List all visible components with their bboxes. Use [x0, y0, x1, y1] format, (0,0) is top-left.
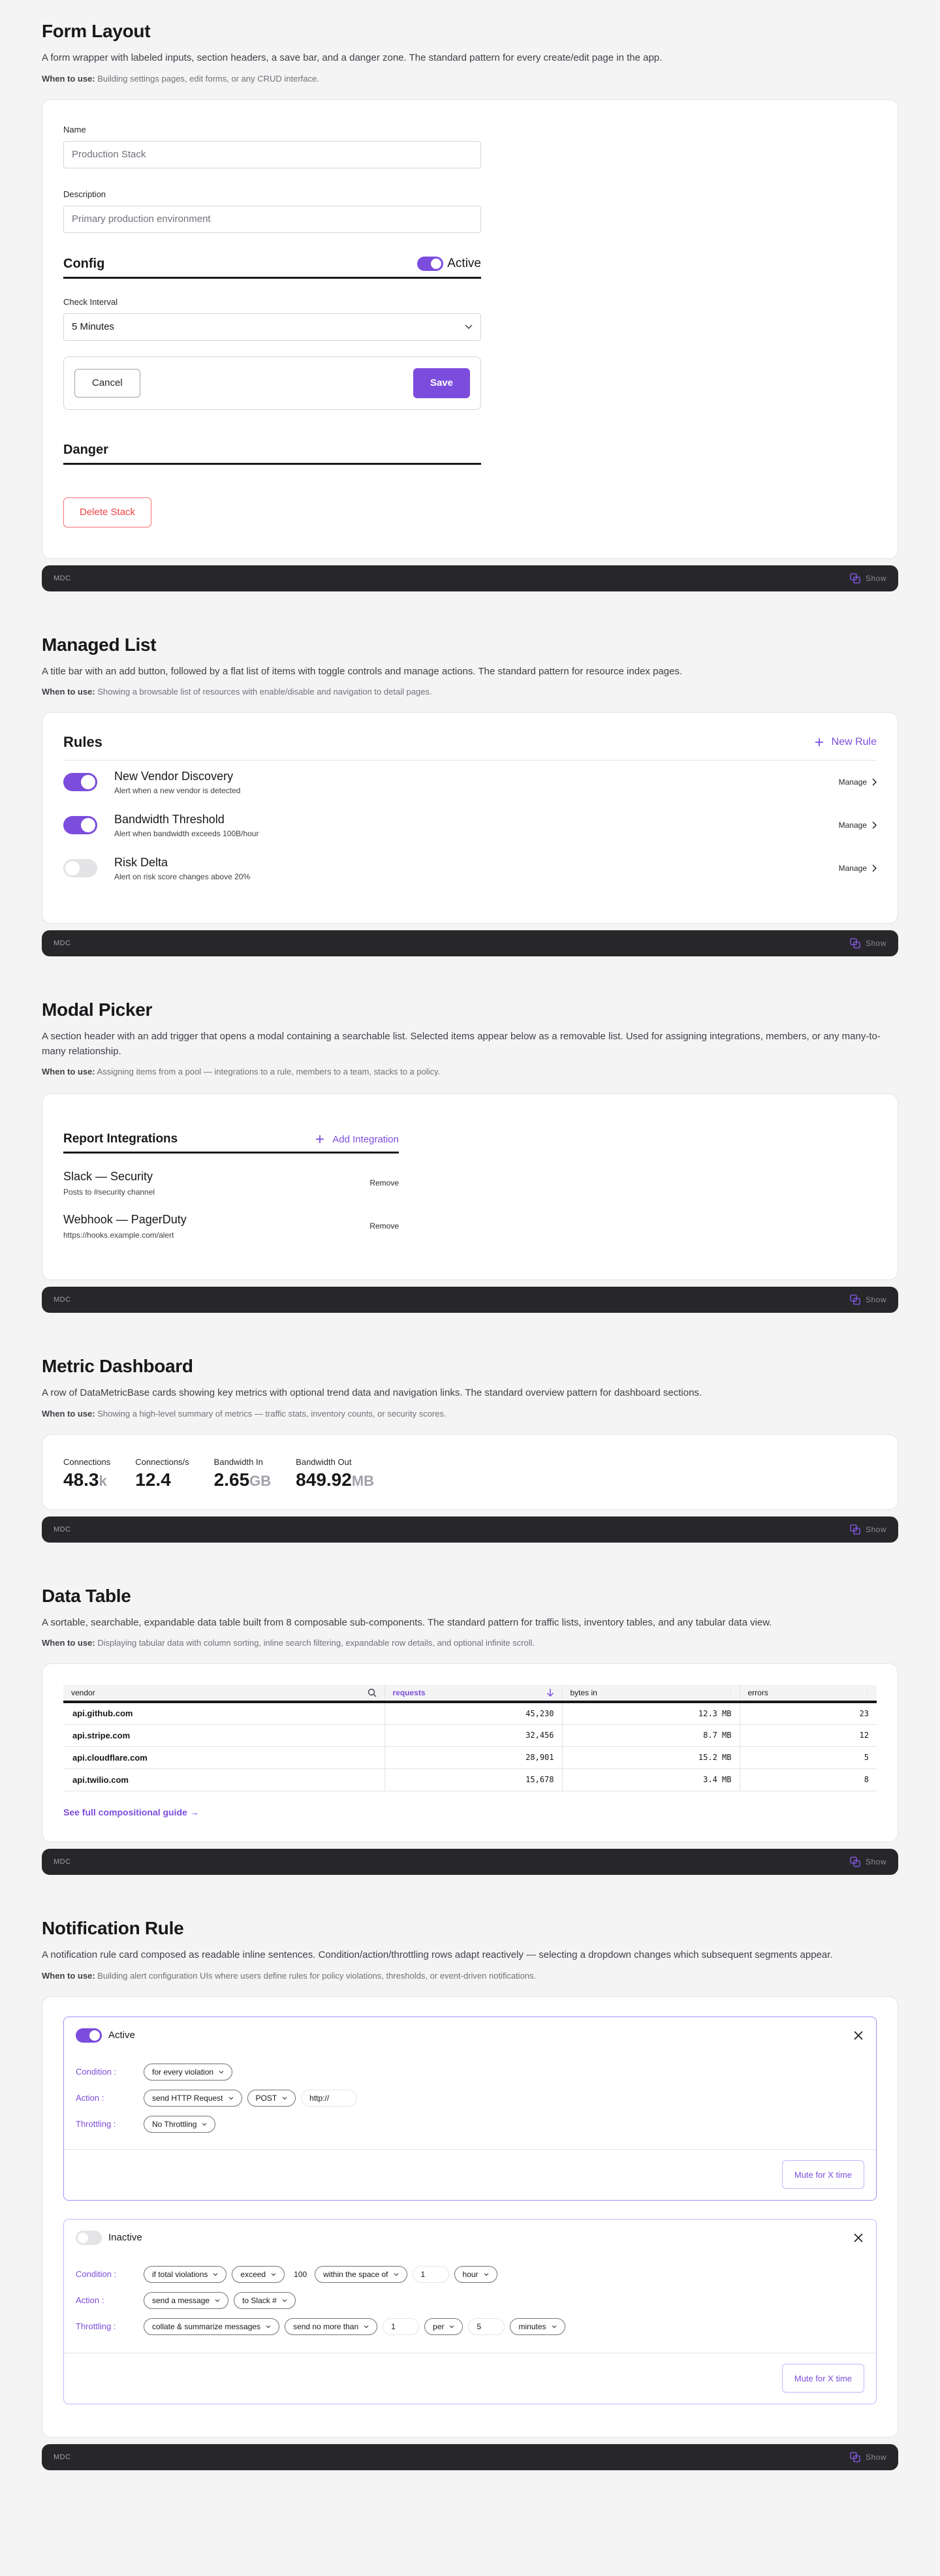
table-cell: api.stripe.com	[63, 1724, 384, 1746]
manage-link[interactable]: Manage	[839, 864, 877, 873]
column-header-requests[interactable]: requests	[384, 1685, 562, 1702]
table-row[interactable]	[63, 1746, 877, 1768]
metric-unit: k	[99, 1472, 107, 1489]
section-title: Data Table	[42, 1585, 131, 1606]
metric-row	[63, 1457, 877, 1490]
integrations-header	[63, 1132, 399, 1154]
save-bar	[63, 356, 481, 410]
metric-dashboard-section	[42, 1313, 898, 1419]
section-title: Form Layout	[42, 21, 151, 41]
copy-icon	[850, 2452, 860, 2462]
delete-stack-button[interactable]: Delete Stack	[63, 497, 151, 527]
close-icon[interactable]	[853, 2030, 864, 2041]
rule-name: New Vendor Discovery	[114, 769, 234, 783]
chevron-down-icon	[266, 2324, 271, 2329]
mute-button[interactable]: Mute for X time	[782, 2364, 864, 2393]
chevron-right-icon	[872, 864, 877, 872]
rule-enabled-toggle[interactable]	[76, 2028, 102, 2043]
chevron-down-icon	[282, 2096, 287, 2101]
list-item	[63, 761, 877, 804]
show-code-button[interactable]: Show	[850, 1857, 886, 1867]
section-description: A sortable, searchable, expandable data table built from 8 composable sub-components. The standard pattern for traffic lists, inventory tables, and any tabular data view.	[42, 1616, 772, 1628]
table-cell: 15,678	[384, 1768, 562, 1791]
metric-label: Bandwidth In	[213, 1456, 263, 1467]
metric-item	[63, 1457, 110, 1490]
section-title: Notification Rule	[42, 1918, 184, 1938]
table-cell: 12	[740, 1724, 877, 1746]
action-row: Action : send HTTP Request POST http://	[64, 2085, 876, 2111]
when-to-use: When to use: Showing a high-level summary of metrics — traffic stats, inventory counts, or security scores.	[42, 1408, 446, 1419]
metric-value: 12.4	[135, 1469, 171, 1490]
mdc-bar	[42, 1287, 898, 1313]
rule-toggle[interactable]	[63, 859, 97, 877]
metric-unit: MB	[351, 1472, 375, 1489]
show-code-button[interactable]: Show	[850, 2452, 886, 2462]
remove-button[interactable]: Remove	[369, 1221, 399, 1231]
list-item	[63, 847, 877, 890]
copy-icon	[850, 573, 860, 584]
active-label: Active	[447, 257, 481, 270]
mdc-label: MDC	[54, 1525, 71, 1533]
table-cell: 28,901	[384, 1746, 562, 1768]
copy-icon	[850, 938, 860, 949]
table-cell: api.twilio.com	[63, 1768, 384, 1791]
list-item	[63, 804, 877, 847]
section-title: Managed List	[42, 634, 157, 655]
rule-name: Bandwidth Threshold	[114, 812, 225, 826]
threshold-input[interactable]: 100	[294, 2269, 307, 2279]
rule-list	[63, 761, 877, 890]
metric-value: 48.3k	[63, 1469, 107, 1490]
chevron-down-icon	[364, 2324, 369, 2329]
form-card	[42, 99, 898, 559]
name-input[interactable]: Production Stack	[63, 141, 481, 168]
limit-number-input[interactable]: 1	[383, 2318, 419, 2335]
search-icon[interactable]	[368, 1688, 377, 1697]
remove-button[interactable]: Remove	[369, 1178, 399, 1187]
plus-icon	[815, 738, 824, 747]
table-cell: api.cloudflare.com	[63, 1746, 384, 1768]
metric-value: 849.92MB	[296, 1469, 375, 1490]
notification-card	[42, 1996, 898, 2438]
config-header	[63, 257, 481, 279]
metric-label: Connections/s	[135, 1456, 189, 1467]
when-to-use: When to use: Building settings pages, edit forms, or any CRUD interface.	[42, 73, 319, 84]
manage-link[interactable]: Manage	[839, 821, 877, 830]
when-to-use: When to use: Displaying tabular data with column sorting, inline search filtering, expandable row details, and optional infinite scroll.	[42, 1638, 535, 1648]
interval-select[interactable]	[63, 313, 481, 341]
chevron-right-icon	[872, 778, 877, 786]
modal-picker-section	[42, 956, 898, 1076]
table-cell: 3.4 MB	[562, 1768, 740, 1791]
condition-row: Condition : if total violations exceed 100 within the space of 1 hour	[64, 2261, 876, 2287]
copy-icon	[850, 1295, 860, 1305]
target-select[interactable]: to Slack #	[234, 2292, 296, 2309]
chevron-down-icon	[271, 2272, 276, 2277]
action-row: Action : send a message to Slack #	[64, 2287, 876, 2314]
config-title: Config	[63, 256, 105, 271]
inactive-rule-card	[63, 2219, 877, 2404]
interval-label: Check Interval	[63, 296, 118, 307]
integrations-title: Report Integrations	[63, 1132, 178, 1146]
per-number-input[interactable]: 5	[468, 2318, 505, 2335]
window-number-input[interactable]: 1	[413, 2266, 449, 2283]
copy-icon	[850, 1857, 860, 1867]
name-label: Name	[63, 124, 86, 134]
chevron-down-icon	[394, 2272, 399, 2277]
table-cell: 8.7 MB	[562, 1724, 740, 1746]
guide-link[interactable]: See full compositional guide →	[63, 1806, 199, 1817]
add-integration-button[interactable]: Add Integration	[315, 1134, 399, 1145]
chevron-down-icon	[228, 2096, 234, 2101]
when-to-use: When to use: Showing a browsable list of resources with enable/disable and navigation to detail pages.	[42, 687, 432, 697]
chevron-down-icon	[282, 2298, 287, 2303]
rule-toggle[interactable]	[63, 816, 97, 834]
section-title: Metric Dashboard	[42, 1356, 193, 1376]
throttling-select[interactable]: collate & summarize messages	[144, 2318, 279, 2335]
sort-icon: ↕	[728, 1689, 732, 1697]
show-code-button[interactable]: Show	[850, 573, 886, 584]
show-code-button[interactable]: Show	[850, 1295, 886, 1305]
integration-item	[63, 1204, 399, 1248]
mdc-label: MDC	[54, 574, 71, 582]
throttling-row: Throttling : collate & summarize messages send no more than 1 per 5 minutes	[64, 2314, 876, 2340]
action-select[interactable]: send a message	[144, 2292, 228, 2309]
table-cell: 15.2 MB	[562, 1746, 740, 1768]
condition-row: Condition : for every violation	[64, 2059, 876, 2085]
chevron-down-icon	[213, 2272, 218, 2277]
interval-value: 5 Minutes	[72, 321, 115, 332]
column-header-bytes-in[interactable]: bytes in ↕	[562, 1685, 740, 1702]
table-row[interactable]	[63, 1768, 877, 1791]
mute-button[interactable]: Mute for X time	[782, 2160, 864, 2189]
save-button[interactable]: Save	[413, 368, 470, 398]
method-select[interactable]: POST	[247, 2090, 296, 2107]
condition-select[interactable]: for every violation	[144, 2064, 232, 2081]
show-code-button[interactable]: Show	[850, 938, 886, 949]
chevron-down-icon	[465, 324, 473, 330]
data-table-card	[42, 1663, 898, 1842]
show-code-button[interactable]: Show	[850, 1524, 886, 1535]
description-input[interactable]: Primary production environment	[63, 206, 481, 233]
mdc-bar	[42, 1516, 898, 1543]
danger-header	[63, 443, 481, 465]
when-to-use: When to use: Building alert configuration UIs where users define rules for policy violations, thresholds, or event-driven notifications.	[42, 1970, 537, 1981]
table-cell: 23	[740, 1702, 877, 1724]
per-select[interactable]: per	[424, 2318, 463, 2335]
integration-list	[63, 1161, 399, 1248]
rule-header	[64, 2017, 876, 2054]
comparator-select[interactable]: exceed	[232, 2266, 285, 2283]
rule-header	[64, 2220, 876, 2256]
mdc-bar	[42, 2444, 898, 2470]
list-title-bar	[63, 734, 877, 761]
per-unit-select[interactable]: minutes	[510, 2318, 565, 2335]
integration-name: Webhook — PagerDuty	[63, 1212, 187, 1226]
window-select[interactable]: within the space of	[315, 2266, 407, 2283]
rule-status: Inactive	[108, 2232, 142, 2243]
chevron-down-icon	[449, 2324, 454, 2329]
list-title: Rules	[63, 734, 102, 750]
condition-select[interactable]: if total violations	[144, 2266, 227, 2283]
table-cell: 12.3 MB	[562, 1702, 740, 1724]
plus-icon	[315, 1135, 324, 1144]
url-input[interactable]: http://	[301, 2090, 357, 2107]
table-cell: api.github.com	[63, 1702, 384, 1724]
description-label: Description	[63, 189, 106, 199]
when-to-use: When to use: Assigning items from a pool — integrations to a rule, members to a team, stacks to a policy.	[42, 1067, 441, 1076]
mdc-label: MDC	[54, 939, 71, 947]
metric-item	[214, 1457, 272, 1490]
new-rule-button[interactable]: New Rule	[815, 736, 877, 748]
mdc-label: MDC	[54, 1858, 71, 1866]
data-table	[63, 1685, 877, 1791]
section-description: A section header with an add trigger that opens a modal containing a searchable list. Selected items appear below as a removable list. Used for assigning integrations, members, or any many-to-many relationship.	[42, 1031, 881, 1057]
mdc-label: MDC	[54, 1296, 71, 1304]
chevron-down-icon	[202, 2122, 207, 2127]
active-toggle[interactable]	[417, 257, 443, 271]
integration-name: Slack — Security	[63, 1169, 153, 1183]
chevron-down-icon	[552, 2324, 557, 2329]
chevron-down-icon	[215, 2298, 220, 2303]
table-row[interactable]	[63, 1724, 877, 1746]
throttling-select[interactable]: No Throttling	[144, 2116, 215, 2133]
rule-name: Risk Delta	[114, 855, 168, 869]
rule-description: Alert when bandwidth exceeds 100B/hour	[114, 828, 259, 838]
column-header-errors[interactable]: errors ↕	[740, 1685, 877, 1702]
table-cell: 5	[740, 1746, 877, 1768]
managed-list-section	[42, 591, 898, 697]
sort-desc-icon	[546, 1688, 554, 1697]
copy-icon	[850, 1524, 860, 1535]
data-table-section	[42, 1543, 898, 1648]
limit-select[interactable]: send no more than	[285, 2318, 377, 2335]
section-description: A form wrapper with labeled inputs, section headers, a save bar, and a danger zone. The standard pattern for every create/edit page in the app.	[42, 52, 663, 63]
mdc-bar	[42, 930, 898, 956]
rule-status: Active	[108, 2030, 135, 2041]
metric-label: Bandwidth Out	[296, 1456, 352, 1467]
chevron-right-icon	[872, 821, 877, 829]
rule-description: Alert when a new vendor is detected	[114, 785, 241, 795]
integration-description: https://hooks.example.com/alert	[63, 1230, 174, 1240]
mdc-label: MDC	[54, 2453, 71, 2461]
metric-card	[42, 1434, 898, 1510]
metric-item	[135, 1457, 189, 1490]
rule-description: Alert on risk score changes above 20%	[114, 872, 251, 881]
metric-value: 2.65GB	[213, 1469, 272, 1490]
modal-picker-card	[42, 1093, 898, 1280]
chevron-down-icon	[484, 2272, 489, 2277]
active-rule-card	[63, 2017, 877, 2201]
metric-item	[296, 1457, 374, 1490]
table-row[interactable]	[63, 1702, 877, 1724]
form-layout-section	[42, 0, 898, 84]
manage-link[interactable]: Manage	[839, 778, 877, 787]
section-description: A title bar with an add button, followed by a flat list of items with toggle controls and manage actions. The standard pattern for resource index pages.	[42, 665, 683, 677]
table-cell: 32,456	[384, 1724, 562, 1746]
action-select[interactable]: send HTTP Request	[144, 2090, 242, 2107]
rule-enabled-toggle[interactable]	[76, 2231, 102, 2245]
throttling-row: Throttling : No Throttling	[64, 2111, 876, 2137]
section-description: A notification rule card composed as readable inline sentences. Condition/action/throttling rows adapt reactively — selecting a dropdown changes which subsequent segments appear.	[42, 1949, 833, 1960]
integration-description: Posts to #security channel	[63, 1187, 155, 1197]
table-cell: 8	[740, 1768, 877, 1791]
chevron-down-icon	[219, 2069, 224, 2075]
window-unit-select[interactable]: hour	[454, 2266, 497, 2283]
sort-icon: ↕	[866, 1689, 869, 1697]
rule-toggle[interactable]	[63, 773, 97, 791]
notification-rule-section	[42, 1875, 898, 1981]
integration-item	[63, 1161, 399, 1204]
mdc-bar	[42, 1849, 898, 1875]
metric-unit: GB	[249, 1472, 272, 1489]
column-header-vendor[interactable]: vendor	[63, 1685, 384, 1702]
section-title: Modal Picker	[42, 999, 153, 1020]
table-cell: 45,230	[384, 1702, 562, 1724]
section-description: A row of DataMetricBase cards showing key metrics with optional trend data and navigation links. The standard overview pattern for dashboard sections.	[42, 1387, 702, 1398]
metric-label: Connections	[63, 1456, 111, 1467]
close-icon[interactable]	[853, 2232, 864, 2244]
danger-title: Danger	[63, 442, 108, 457]
managed-list-card	[42, 712, 898, 924]
mdc-bar	[42, 565, 898, 591]
cancel-button[interactable]: Cancel	[74, 369, 140, 398]
